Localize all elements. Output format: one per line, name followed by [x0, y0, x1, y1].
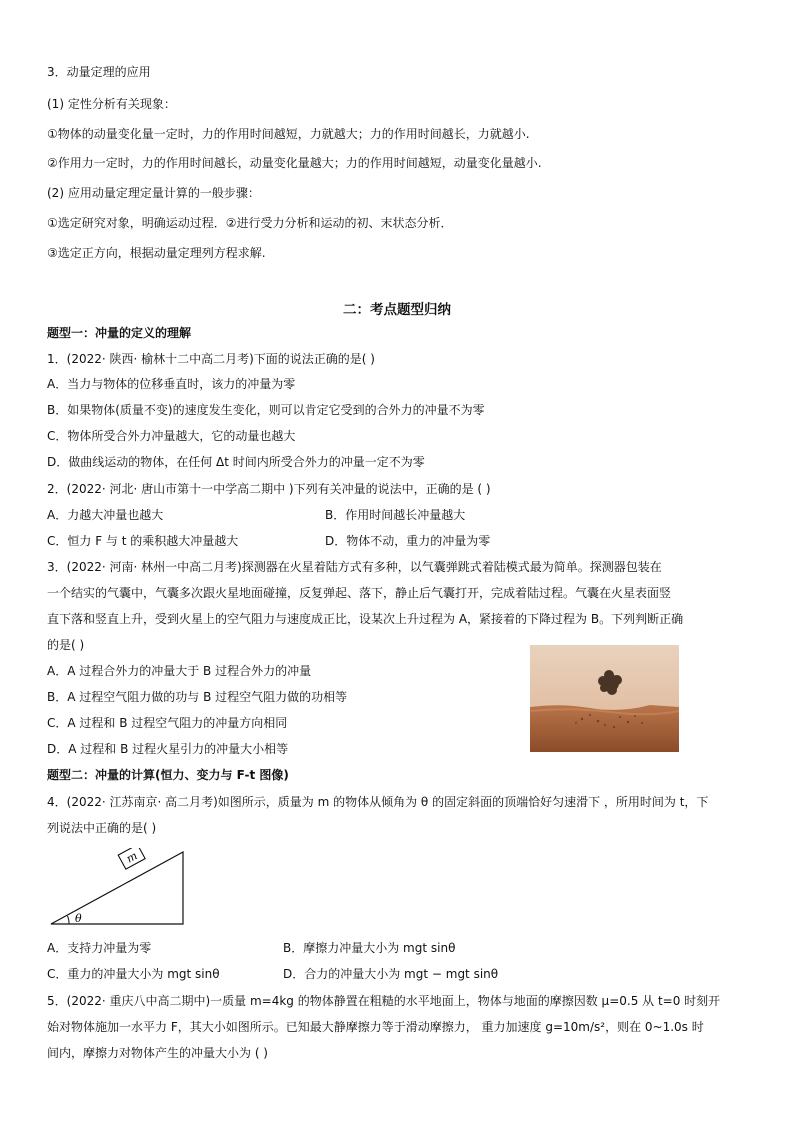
option-c: C．重力的冲量大小为 mgt sinθ: [47, 967, 220, 981]
option-d: D．合力的冲量大小为 mgt − mgt sinθ: [283, 967, 499, 981]
question-3-line: 直下落和竖直上升，受到火星上的空气阻力与速度成正比，设某次上升过程为 A，紧接着的下降过程为 B。下列判断正确: [47, 612, 684, 626]
option-a: A．支持力冲量为零: [47, 941, 152, 955]
text-line: ①物体的动量变化量一定时，力的作用时间越短，力就越大；力的作用时间越长，力就越小.: [47, 127, 530, 141]
angle-label: θ: [75, 912, 82, 925]
question-3-line: 3．(2022· 河南· 林州一中高二月考)探测器在火星着陆方式有多种，以气囊弹跳式着陆模式最为简单。探测器包装在: [47, 560, 662, 574]
topic-title: 题型二：冲量的计算(恒力、变力与 F-t 图像): [47, 768, 289, 782]
option-b: B．A 过程空气阻力做的功与 B 过程空气阻力做的功相等: [47, 690, 348, 704]
option-a: A．A 过程合外力的冲量大于 B 过程合外力的冲量: [47, 664, 312, 678]
option-c: C．物体所受合外力冲量越大，它的动量也越大: [47, 429, 296, 443]
section-heading: 3．动量定理的应用: [47, 65, 151, 79]
question-5-line: 5．(2022· 重庆八中高二期中)一质量 m=4kg 的物体静置在粗糙的水平地面上，物体与地面的摩擦因数 μ=0.5 从 t=0 时刻开: [47, 994, 721, 1008]
mars-landing-photo: [530, 645, 679, 752]
option-d: D．做曲线运动的物体，在任何 Δt 时间内所受合外力的冲量一定不为零: [47, 455, 425, 469]
question-3-line: 一个结实的气囊中，气囊多次跟火星地面碰撞，反复弹起、落下，静止后气囊打开，完成着陆过程。气囊在火星表面竖: [47, 586, 672, 600]
option-a: A．力越大冲量也越大: [47, 508, 164, 522]
text-line: (2) 应用动量定理定量计算的一般步骤：: [47, 186, 260, 200]
text-line: ③选定正方向，根据动量定理列方程求解.: [47, 246, 266, 260]
topic-title: 题型一：冲量的定义的理解: [47, 326, 192, 340]
option-b: B．作用时间越长冲量越大: [325, 508, 466, 522]
question-1: 1．(2022· 陕西· 榆林十二中高二月考)下面的说法正确的是( ): [47, 352, 375, 366]
text-line: (1) 定性分析有关现象：: [47, 97, 176, 111]
option-b: B．摩擦力冲量大小为 mgt sinθ: [283, 941, 456, 955]
question-3-line: 的是( ): [47, 638, 85, 652]
option-d: D．物体不动，重力的冲量为零: [325, 534, 491, 548]
option-b: B．如果物体(质量不变)的速度发生变化，则可以肯定它受到的合外力的冲量不为零: [47, 403, 485, 417]
question-2: 2．(2022· 河北· 唐山市第十一中学高二期中 )下列有关冲量的说法中，正确的是 ( ): [47, 482, 491, 496]
text-line: ①选定研究对象，明确运动过程．②进行受力分析和运动的初、末状态分析．: [47, 216, 453, 230]
incline-figure: [47, 848, 187, 932]
question-5-line: 间内，摩擦力对物体产生的冲量大小为 ( ): [47, 1046, 268, 1060]
option-c: C．恒力 F 与 t 的乘积越大冲量越大: [47, 534, 239, 548]
question-5-line: 始对物体施加一水平力 F，其大小如图所示。已知最大静摩擦力等于滑动摩擦力， 重力加速度 g=10m/s²，则在 0~1.0s 时: [47, 1020, 704, 1034]
question-4-line: 列说法中正确的是( ): [47, 821, 157, 835]
option-d: D．A 过程和 B 过程火星引力的冲量大小相等: [47, 742, 289, 756]
option-c: C．A 过程和 B 过程空气阻力的冲量方向相同: [47, 716, 288, 730]
option-a: A．当力与物体的位移垂直时，该力的冲量为零: [47, 377, 296, 391]
question-4-line: 4．(2022· 江苏南京· 高二月考)如图所示，质量为 m 的物体从倾角为 θ 的固定斜面的顶端恰好匀速滑下 ，所用时间为 t，下: [47, 795, 709, 809]
page-heading: 二：考点题型归纳: [343, 302, 451, 318]
mass-label: m: [124, 849, 140, 866]
text-line: ②作用力一定时，力的作用时间越长，动量变化量越大；力的作用时间越短，动量变化量越小.: [47, 156, 542, 170]
